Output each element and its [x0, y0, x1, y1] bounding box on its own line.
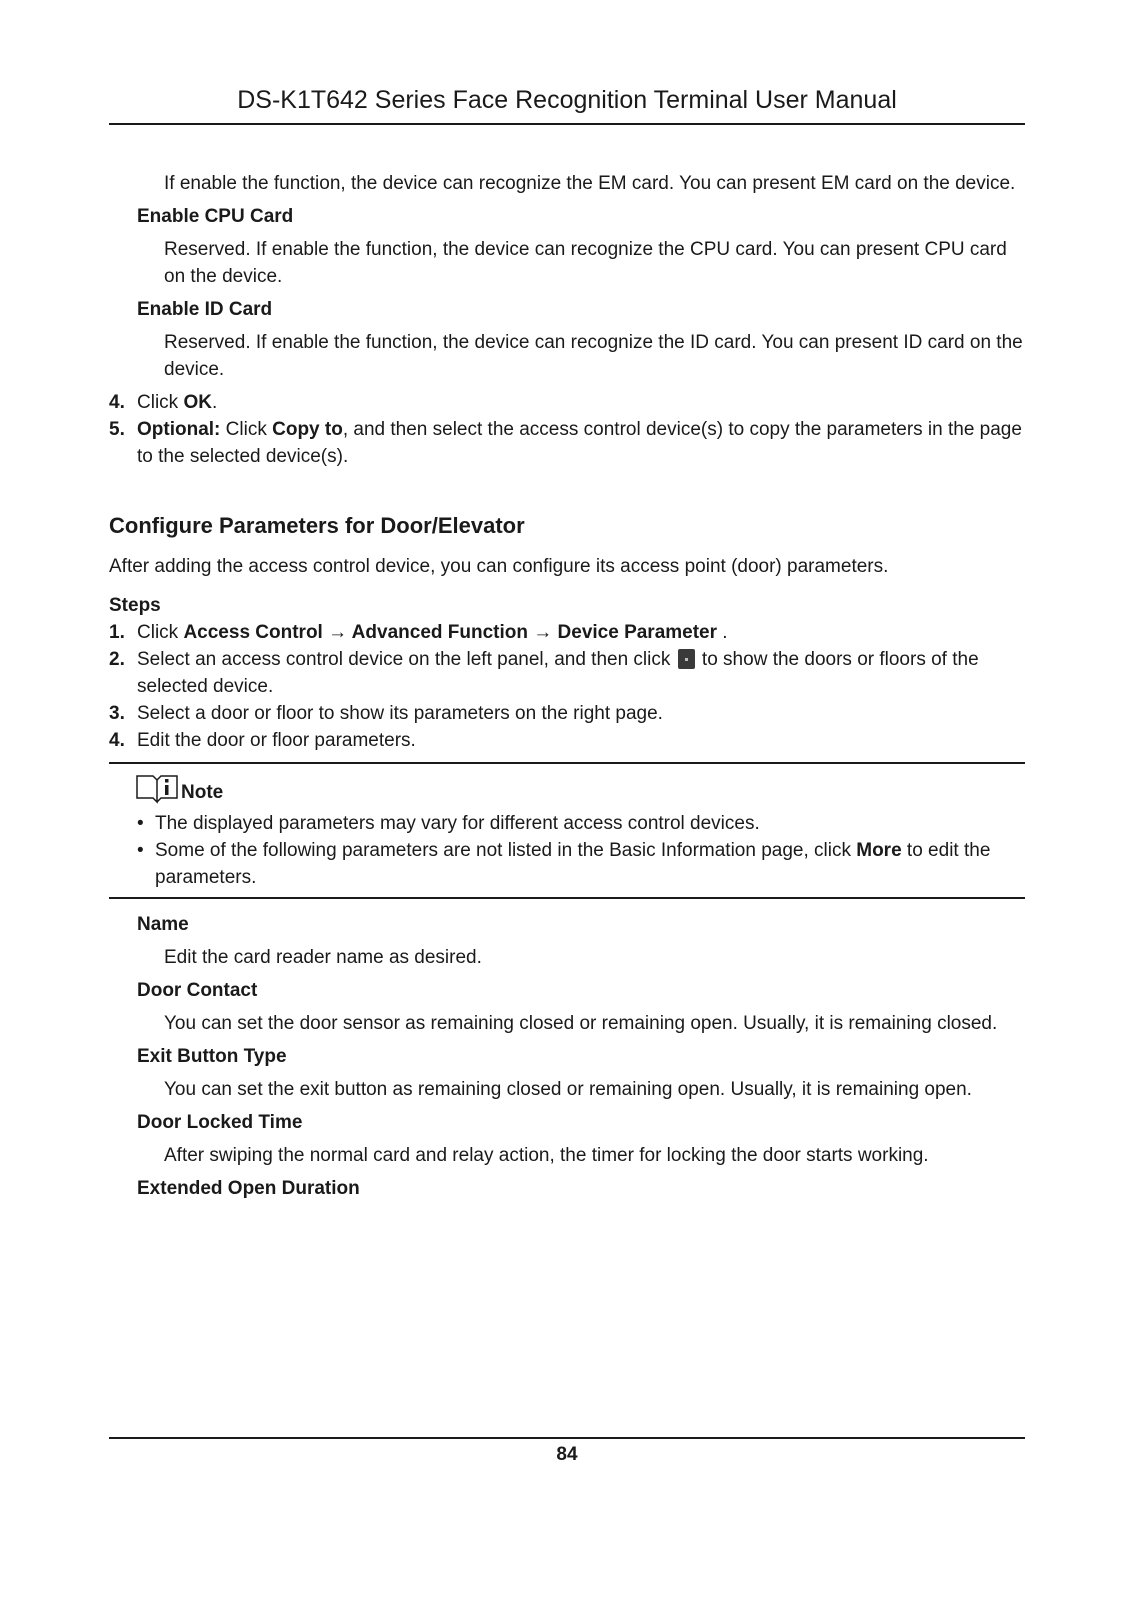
ok-button-ref: OK	[183, 392, 212, 413]
section-heading: Configure Parameters for Door/Elevator	[109, 513, 525, 538]
term-extended-open-duration: Extended Open Duration	[137, 1178, 360, 1199]
desc-name: Edit the card reader name as desired.	[164, 947, 482, 968]
page-number: 84	[556, 1444, 578, 1465]
term-enable-id-card: Enable ID Card	[137, 299, 273, 320]
step-3: 3. Select a door or floor to show its parameters on the right page.	[109, 700, 1025, 727]
header-divider	[109, 123, 1025, 125]
note-bullet-1: • The displayed parameters may vary for different access control devices.	[137, 813, 760, 834]
desc-enable-cpu-card: Reserved. If enable the function, the device can recognize the CPU card. You can present CPU card on the device.	[164, 239, 1007, 287]
term-enable-cpu-card: Enable CPU Card	[137, 206, 294, 227]
desc-enable-id-card: Reserved. If enable the function, the device can recognize the ID card. You can present ID card on the device.	[164, 332, 1023, 380]
step-number: 3.	[109, 703, 125, 724]
page-content	[109, 170, 1025, 1202]
note-bullet-2: • Some of the following parameters are not listed in the Basic Information page, click More to edit the parameters.	[137, 840, 991, 888]
em-card-description: If enable the function, the device can recognize the EM card. You can present EM card on the device.	[164, 173, 1016, 194]
steps-label: Steps	[109, 595, 161, 616]
term-door-contact: Door Contact	[137, 980, 258, 1001]
step-click-ok: 4. Click OK.	[109, 389, 1025, 416]
step-1: 1. Click Access Control → Advanced Function → Device Parameter .	[109, 619, 1025, 646]
step-number: 2.	[109, 649, 125, 670]
footer-divider	[109, 1437, 1025, 1439]
term-door-locked-time: Door Locked Time	[137, 1112, 303, 1133]
menu-path: Access Control → Advanced Function → Device Parameter	[183, 622, 718, 643]
desc-door-contact: You can set the door sensor as remaining closed or remaining open. Usually, it is remaining closed.	[164, 1013, 998, 1034]
page-title: DS-K1T642 Series Face Recognition Terminal User Manual	[237, 86, 897, 114]
more-ref: More	[856, 840, 902, 861]
step-number: 1.	[109, 622, 125, 643]
step-number: 5.	[109, 419, 125, 440]
expand-device-icon	[678, 649, 695, 669]
step-2: 2. Select an access control device on the left panel, and then click to show the doors or floors of the selected device.	[109, 646, 1025, 700]
note-box	[109, 762, 1025, 899]
step-copy-to: 5. Optional: Click Copy to, and then select the access control device(s) to copy the parameters in the page to the selected device(s).	[109, 416, 1025, 470]
optional-label: Optional:	[137, 419, 221, 440]
term-name: Name	[137, 914, 189, 935]
section-intro: After adding the access control device, you can configure its access point (door) parameters.	[109, 556, 889, 577]
note-info-icon	[135, 772, 179, 804]
desc-exit-button-type: You can set the exit button as remaining closed or remaining open. Usually, it is remaining open.	[164, 1079, 972, 1100]
step-number: 4.	[109, 730, 125, 751]
term-exit-button-type: Exit Button Type	[137, 1046, 287, 1067]
note-label: Note	[181, 782, 224, 803]
note-header	[109, 770, 1025, 804]
desc-door-locked-time: After swiping the normal card and relay action, the timer for locking the door starts working.	[164, 1145, 929, 1166]
copy-to-ref: Copy to	[272, 419, 343, 440]
step-number: 4.	[109, 392, 125, 413]
step-4: 4. Edit the door or floor parameters.	[109, 727, 1025, 754]
